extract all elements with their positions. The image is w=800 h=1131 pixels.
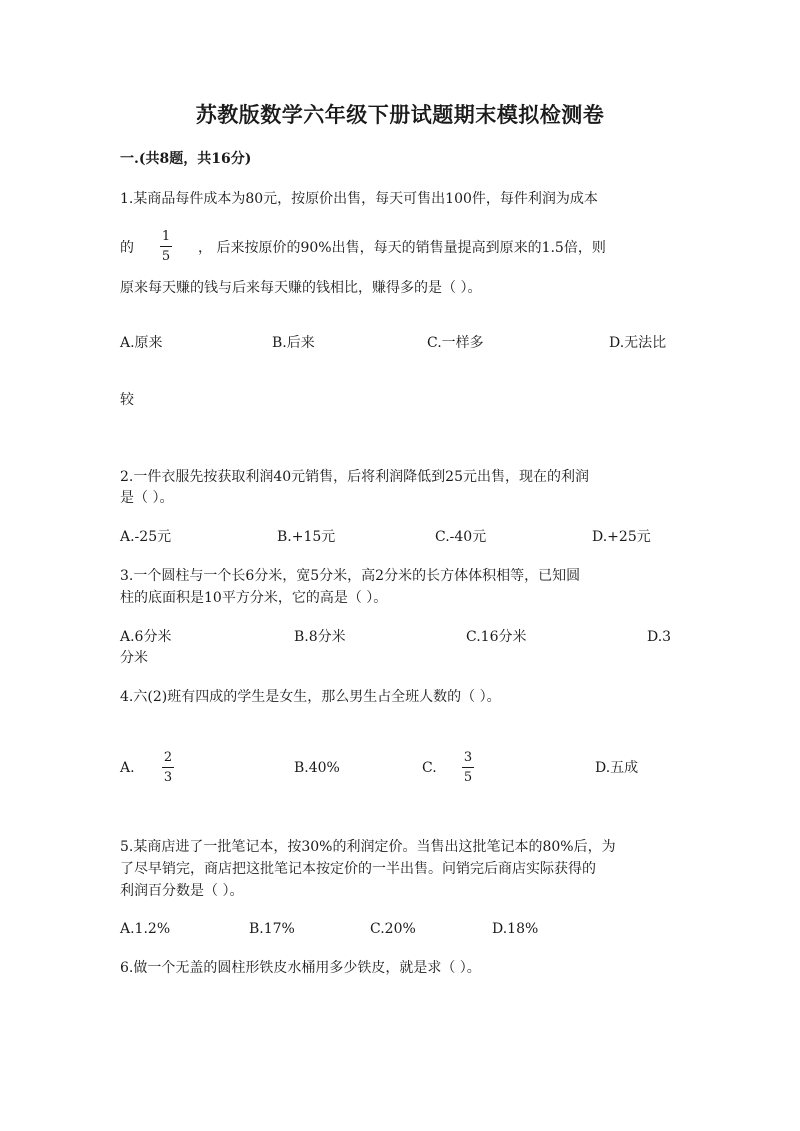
q2-option-a[interactable]: A.-25元: [120, 529, 172, 545]
q1-fraction-numerator: 1: [161, 229, 171, 244]
q1-option-d-wrap: 较: [120, 392, 134, 408]
q5-option-d[interactable]: D.18%: [492, 921, 539, 937]
q2-option-c[interactable]: C.-40元: [435, 529, 487, 545]
q5-line-1: 5.某商店进了一批笔记本，按30%的利润定价。当售出这批笔记本的80%后，为: [120, 839, 616, 855]
q1-prefix: 的: [120, 240, 134, 256]
fraction-bar: [462, 767, 474, 768]
q5-option-a[interactable]: A.1.2%: [120, 921, 171, 937]
fraction-bar: [162, 767, 174, 768]
q4-option-b[interactable]: B.40%: [294, 760, 340, 776]
q6-line-1: 6.做一个无盖的圆柱形铁皮水桶用多少铁皮，就是求（ ）。: [120, 960, 481, 976]
q3-option-b[interactable]: B.8分米: [294, 629, 346, 645]
q1-option-c[interactable]: C.一样多: [427, 335, 484, 351]
q4-option-a-label[interactable]: A.: [120, 760, 135, 776]
q2-line-2: 是（ ）。: [120, 490, 174, 506]
q4-option-c-label[interactable]: C.: [422, 760, 437, 776]
section-heading: 一.(共8题，共16分): [120, 151, 252, 167]
q4-option-a-denominator: 3: [163, 770, 173, 785]
q5-line-3: 利润百分数是（ ）。: [120, 883, 244, 899]
q2-option-b[interactable]: B.+15元: [277, 529, 336, 545]
q1-line-3: 原来每天赚的钱与后来每天赚的钱相比，赚得多的是（ ）。: [120, 280, 482, 296]
q3-line-1: 3.一个圆柱与一个长6分米，宽5分米，高2分米的长方体体积相等，已知圆: [120, 568, 581, 584]
q4-line-1: 4.六(2)班有四成的学生是女生，那么男生占全班人数的（ ）。: [120, 689, 501, 705]
q4-option-c-denominator: 5: [463, 770, 473, 785]
q3-option-a[interactable]: A.6分米: [120, 629, 172, 645]
q4-option-d[interactable]: D.五成: [595, 760, 639, 776]
q3-option-d-wrap: 分米: [120, 650, 148, 666]
q2-line-1: 2.一件衣服先按获取利润40元销售，后将利润降低到25元出售，现在的利润: [120, 469, 589, 485]
q1-option-a[interactable]: A.原来: [120, 335, 163, 351]
q3-line-2: 柱的底面积是10平方分米，它的高是（ ）。: [120, 590, 388, 606]
q3-option-d[interactable]: D.3: [647, 629, 672, 645]
q5-line-2: 了尽早销完，商店把这批笔记本按定价的一半出售。问销完后商店实际获得的: [120, 861, 596, 877]
q5-option-c[interactable]: C.20%: [370, 921, 416, 937]
q1-line-1: 1.某商品每件成本为80元，按原价出售，每天可售出100件，每件利润为成本: [120, 191, 598, 207]
q4-option-c-fraction: [462, 750, 474, 785]
fraction-bar: [160, 246, 172, 247]
q1-line-2: ， 后来按原价的90%出售，每天的销售量提高到原来的1.5倍，则: [198, 240, 606, 256]
q1-fraction: [160, 229, 172, 264]
q1-option-d[interactable]: D.无法比: [609, 335, 667, 351]
q5-option-b[interactable]: B.17%: [249, 921, 295, 937]
q1-option-b[interactable]: B.后来: [272, 335, 315, 351]
q3-option-c[interactable]: C.16分米: [466, 629, 527, 645]
page-title: 苏教版数学六年级下册试题期末模拟检测卷: [195, 102, 605, 127]
q2-option-d[interactable]: D.+25元: [592, 529, 651, 545]
q4-option-a-fraction: [162, 750, 174, 785]
q1-fraction-denominator: 5: [161, 249, 171, 264]
q4-option-c-numerator: 3: [463, 750, 473, 765]
q4-option-a-numerator: 2: [163, 750, 173, 765]
